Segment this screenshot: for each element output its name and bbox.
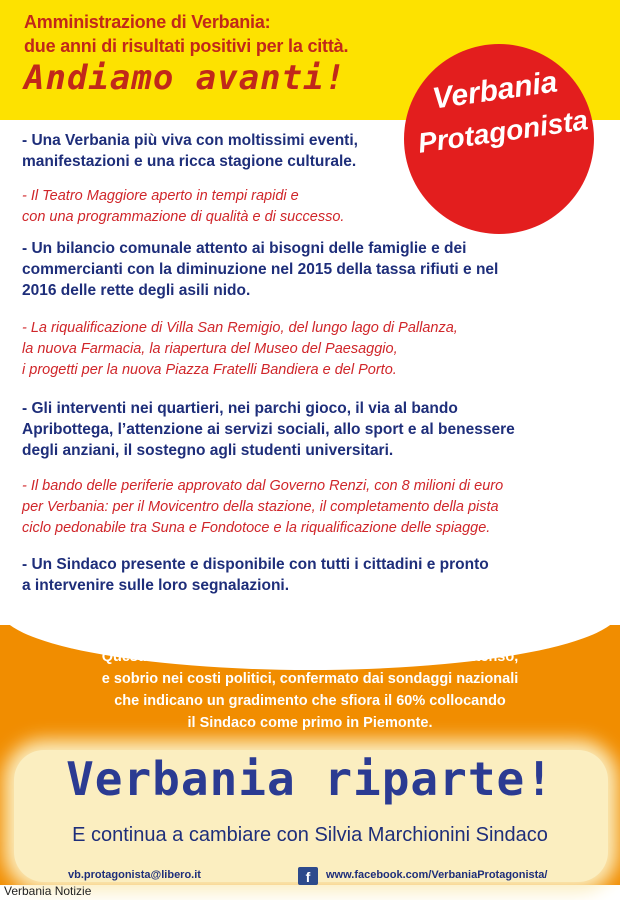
bullet-line: - Un bilancio comunale attento ai bisogni delle famiglie e dei: [22, 240, 467, 257]
bullet-item: [22, 554, 612, 596]
bullet-item: [22, 318, 612, 381]
contacts-bar: [0, 867, 620, 885]
bullet-line: degli anziani, il sostegno agli studenti universitari.: [22, 442, 394, 459]
header-title-line2: due anni di risultati positivi per la città.: [24, 36, 349, 56]
bullet-item: [22, 476, 612, 539]
results-message: [0, 646, 620, 734]
bullet-line: 2016 delle rette degli asili nido.: [22, 282, 251, 299]
bullet-line: - Il bando delle periferie approvato dal Governo Renzi, con 8 milioni di euro: [22, 478, 504, 494]
bullet-line: Apribottega, l’attenzione ai servizi sociali, allo sport e al benessere: [22, 421, 515, 438]
bullet-line: per Verbania: per il Movicentro della stazione, il completamento della pista: [22, 499, 499, 515]
bullet-line: commercianti con la diminuzione nel 2015 della tassa rifiuti e nel: [22, 261, 499, 278]
bullet-line: - Un Sindaco presente e disponibile con tutti i cittadini e pronto: [22, 556, 489, 573]
bullet-line: manifestazioni e una ricca stagione culturale.: [22, 153, 357, 170]
bullet-line: ciclo pedonabile tra Suna e Fondotoce e la riqualificazione delle spiagge.: [22, 520, 491, 536]
message-line: il Sindaco come primo in Piemonte.: [187, 715, 433, 731]
bullet-line: a intervenire sulle loro segnalazioni.: [22, 577, 290, 594]
bullet-item: [22, 130, 612, 172]
facebook-icon: f: [298, 867, 318, 885]
facebook-link[interactable]: www.facebook.com/VerbaniaProtagonista/: [326, 869, 548, 881]
bullet-item: [22, 238, 612, 301]
logo-line1: Verbania: [430, 65, 560, 116]
message-line: che indicano un gradimento che sfiora il 60% collocando: [114, 693, 506, 709]
message-line: Questi alcuni risultati dei primi due anni di impegno intenso,: [101, 649, 519, 665]
message-line: e sobrio nei costi politici, confermato dai sondaggi nazionali: [101, 671, 519, 687]
bullet-line: la nuova Farmacia, la riapertura del Museo del Paesaggio,: [22, 341, 398, 357]
bullet-line: - Gli interventi nei quartieri, nei parchi gioco, il via al bando: [22, 400, 458, 417]
bullet-line: i progetti per la nuova Piazza Fratelli Bandiera e del Porto.: [22, 362, 397, 378]
candidate-line: E continua a cambiare con Silvia Marchionini Sindaco: [72, 824, 548, 846]
logo-line2: Protagonista: [416, 104, 590, 159]
header-title-line1: Amministrazione di Verbania:: [24, 12, 271, 32]
email-link[interactable]: vb.protagonista@libero.it: [68, 869, 201, 881]
source-caption: Verbania Notizie: [4, 884, 92, 898]
bullet-line: - La riqualificazione di Villa San Remigio, del lungo lago di Pallanza,: [22, 320, 458, 336]
bullet-line: - Una Verbania più viva con moltissimi eventi,: [22, 132, 358, 149]
bullet-line: - Il Teatro Maggiore aperto in tempi rapidi e: [22, 188, 299, 204]
bullet-item: [22, 186, 612, 228]
bullet-item: [22, 398, 612, 461]
header-motto: Andiamo avanti!: [24, 58, 347, 98]
bullet-line: con una programmazione di qualità e di successo.: [22, 209, 345, 225]
slogan: Verbania riparte!: [66, 752, 554, 806]
